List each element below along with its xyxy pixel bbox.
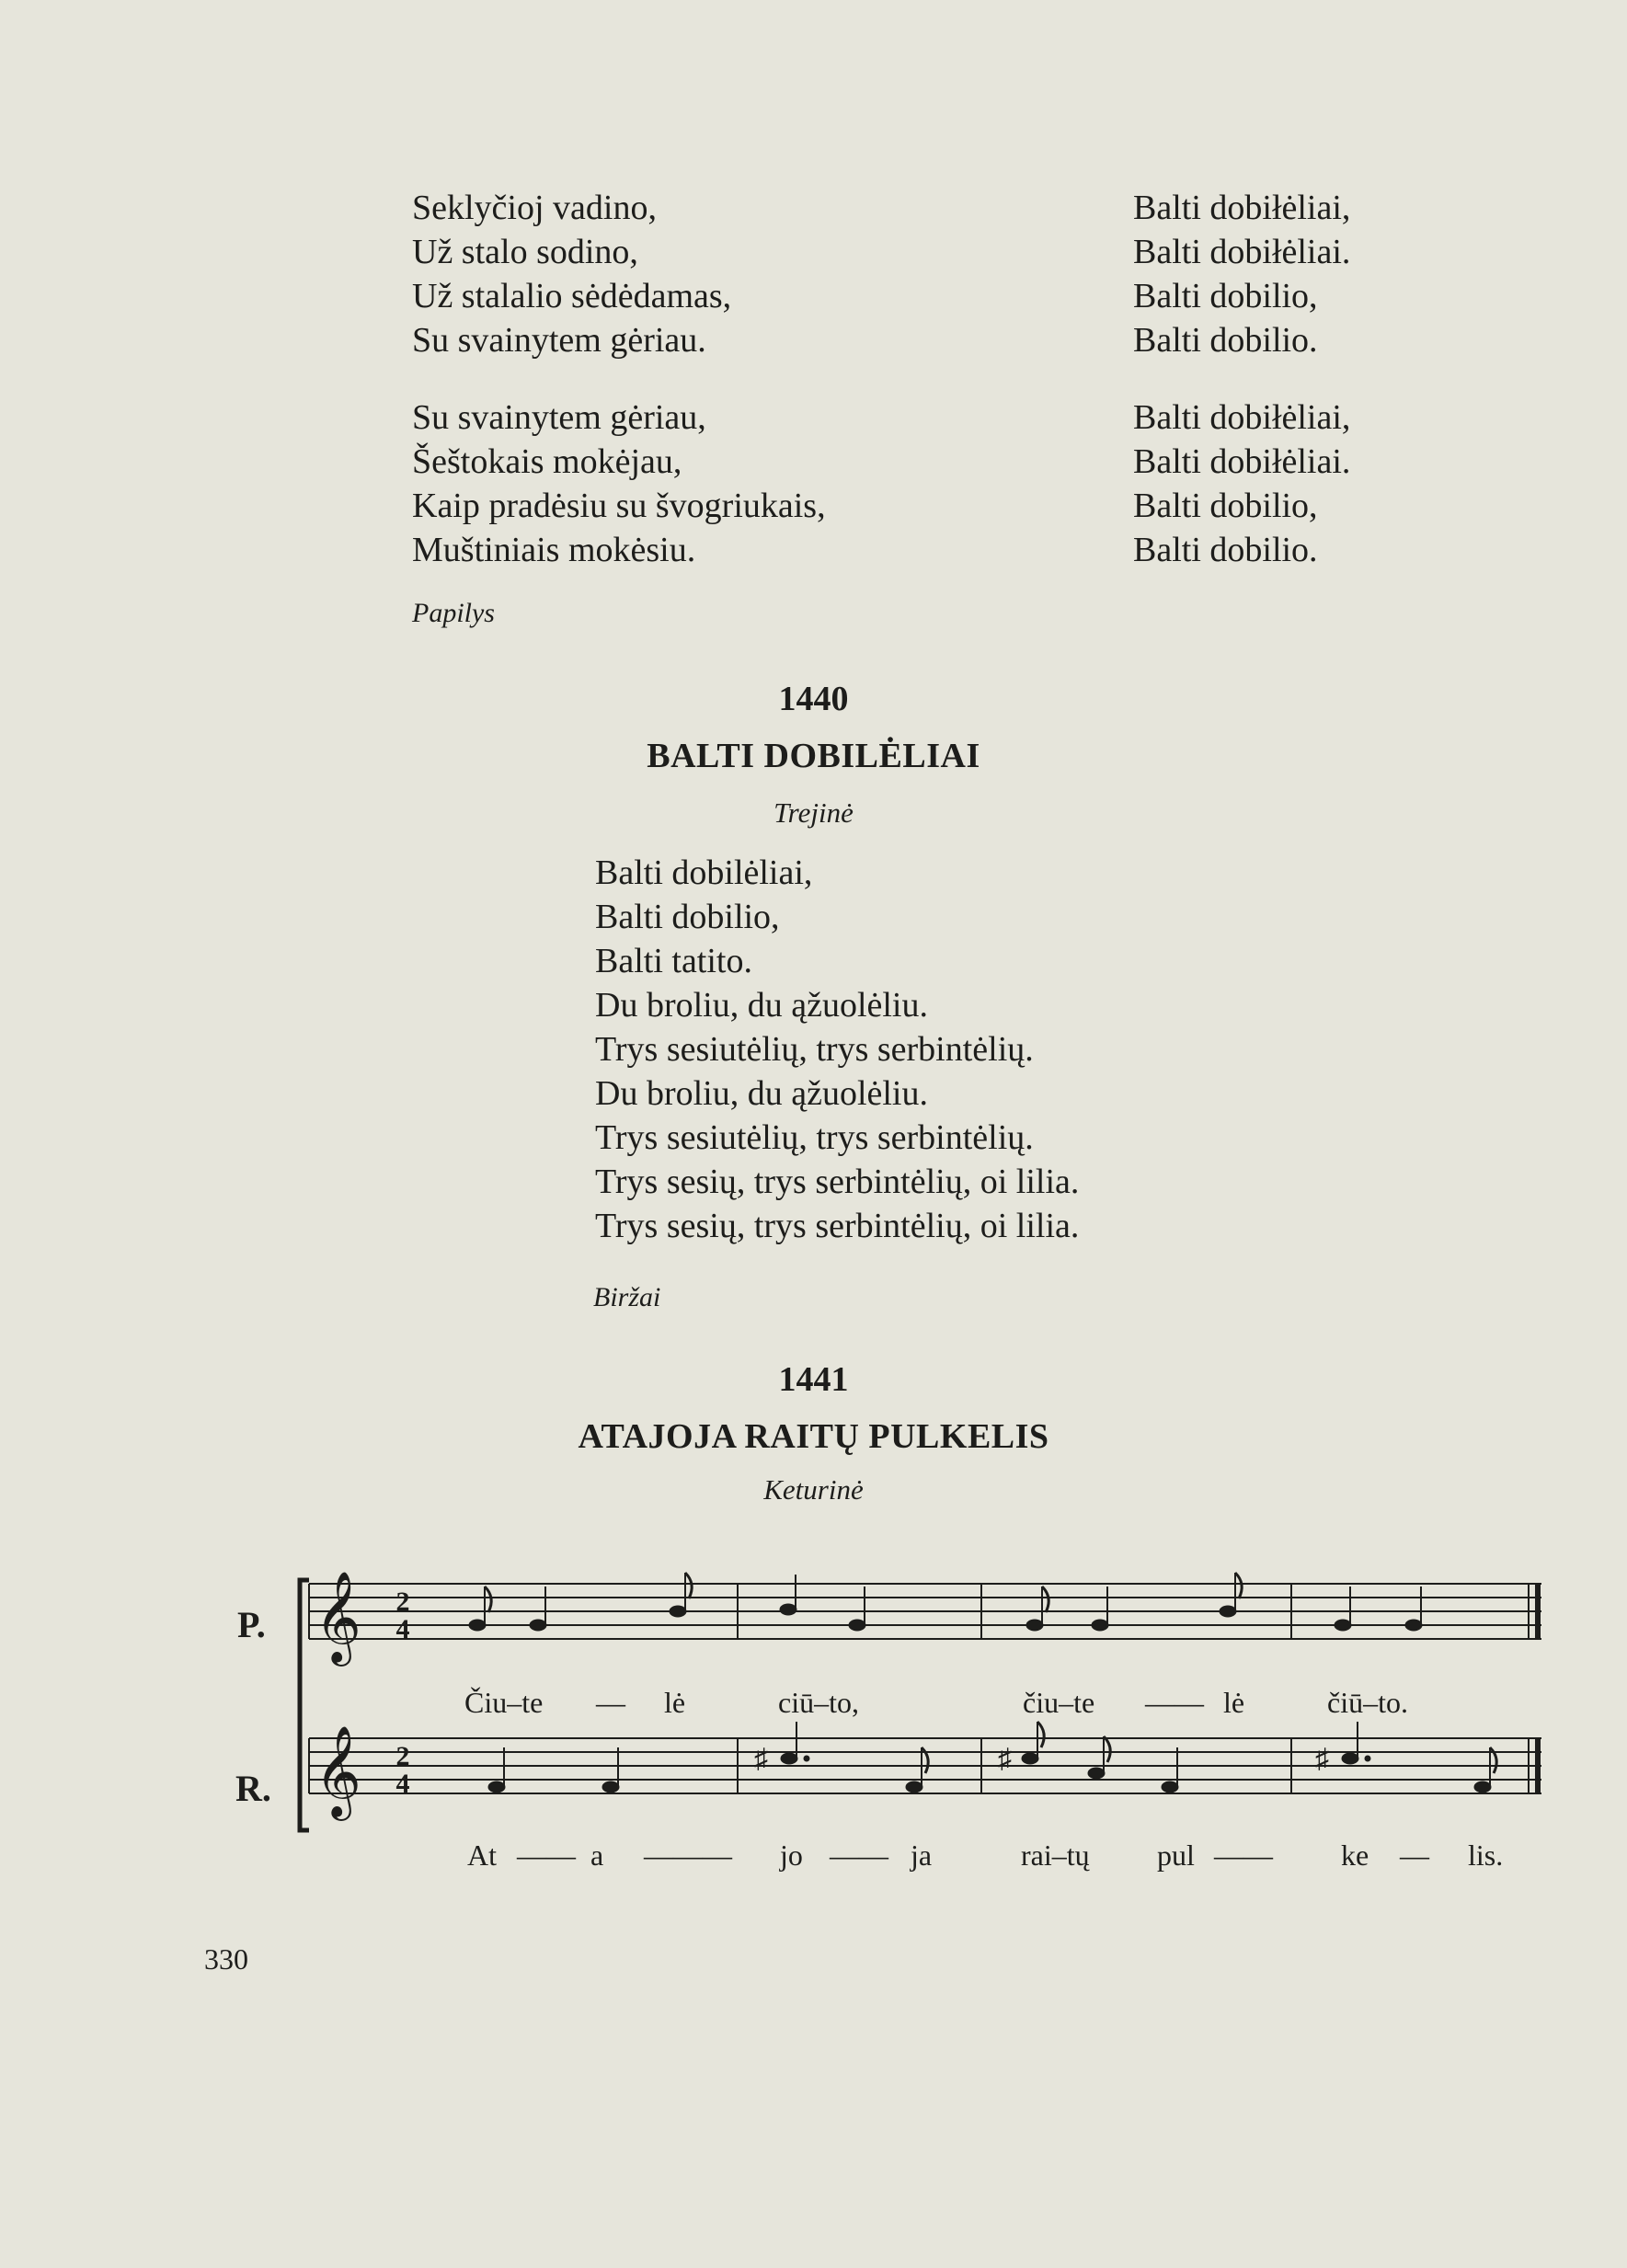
lyric: ciū–to, [778,1686,859,1719]
note [1474,1781,1491,1793]
upper-staff [309,1584,1541,1639]
song-title-1441: ATAJOJA RAITŲ PULKELIS [578,1417,1049,1456]
time-signature-top: 2 [395,1586,410,1617]
sharp-icon: ♯ [998,1744,1012,1774]
song-number-1441: 1441 [778,1360,849,1399]
song-line: Trys sesių, trys serbintėlių, oi lilia. [595,1163,1080,1201]
lyric: ja [911,1838,933,1872]
song-line: Du broliu, du ąžuolėliu. [595,986,928,1025]
note [1022,1753,1038,1764]
note [1342,1753,1358,1764]
song-form-1441: Keturinė [763,1473,864,1506]
refrain-line: Balti dobiłėliai, [1133,189,1351,227]
place-birzai: Biržai [593,1282,661,1312]
note [670,1606,686,1617]
song-title-1440: BALTI DOBILĖLIAI [647,737,980,775]
lyric: a [590,1838,604,1872]
sharp-icon: ♯ [1315,1744,1329,1774]
sharp-icon: ♯ [754,1744,768,1774]
note [1335,1620,1351,1631]
upper-notes [469,1573,1422,1631]
lyric: —— [1145,1686,1204,1719]
note [530,1620,546,1631]
note [1026,1620,1043,1631]
note [906,1781,922,1793]
note [849,1620,865,1631]
stanza-line: Už stalo sodino, [412,233,638,271]
lyric: — [1400,1838,1429,1872]
note [602,1781,619,1793]
song-line: Trys sesiutėlių, trys serbintėlių. [595,1030,1034,1069]
refrain-line: Balti dobilio. [1133,321,1318,360]
stanza-line: Su svainytem gėriau, [412,398,706,437]
lyric: —— [830,1838,888,1872]
lyric: At [467,1838,497,1872]
time-signature-bottom: 4 [395,1614,410,1644]
lyric: lė [1223,1686,1245,1719]
note [1088,1768,1105,1779]
note [1162,1781,1178,1793]
song-line: Balti dobilėliai, [595,853,813,892]
lyric: čiu–te [1023,1686,1095,1719]
note [1405,1620,1422,1631]
time-signature-top: 2 [395,1741,410,1771]
time-signature-bottom: 4 [395,1769,410,1799]
refrain-line: Balti dobilio, [1133,277,1318,315]
stanza-line: Už stalalio sėdėdamas, [412,277,732,315]
lyric: rai–tų [1021,1838,1090,1872]
lyric: —— [1214,1838,1273,1872]
upper-lyrics [464,1686,1408,1719]
refrain-line: Balti dobiłėliai. [1133,442,1351,481]
song-line: Balti tatito. [595,942,752,980]
note [1220,1606,1236,1617]
upper-staff-label: P. [237,1604,266,1645]
treble-clef-icon: 𝄞 [315,1573,361,1661]
song-form-1440: Trejinė [773,796,854,829]
dot [804,1756,809,1761]
song-number-1440: 1440 [778,680,849,718]
lyric: lė [664,1686,686,1719]
page-number: 330 [204,1942,248,1976]
lower-notes [488,1722,1496,1793]
stanza-line: Seklyčioj vadino, [412,189,657,227]
stanza-line: Šeštokais mokėjau, [412,442,682,481]
note [469,1620,486,1631]
song-line: Trys sesiutėlių, trys serbintėlių. [595,1118,1034,1157]
note [488,1781,505,1793]
lower-lyrics [467,1838,1503,1872]
stanza-line: Muštiniais mokėsiu. [412,531,696,569]
note [1092,1620,1108,1631]
song-line: Du broliu, du ąžuolėliu. [595,1074,928,1113]
song-line: Trys sesių, trys serbintėlių, oi lilia. [595,1207,1080,1245]
place-papilys: Papilys [412,598,495,628]
system-bracket [300,1580,309,1830]
lyric: čiū–to. [1327,1686,1408,1719]
lyric: ke [1341,1838,1369,1872]
dot [1365,1756,1370,1761]
song-line: Balti dobilio, [595,898,780,936]
lyric: Čiu–te [464,1686,544,1719]
refrain-line: Balti dobiłėliai. [1133,233,1351,271]
refrain-line: Balti dobilio, [1133,487,1318,525]
stanza-line: Su svainytem gėriau. [412,321,706,360]
lyric: ——— [644,1838,732,1872]
note [780,1604,796,1615]
note [781,1753,797,1764]
refrain-line: Balti dobilio. [1133,531,1318,569]
lyric: lis. [1468,1838,1504,1872]
lyric: pul [1157,1838,1195,1872]
lyric: — [596,1686,625,1719]
lyric: —— [517,1838,576,1872]
refrain-line: Balti dobiłėliai, [1133,398,1351,437]
lyric: jo [780,1838,803,1872]
lower-staff-label: R. [235,1768,271,1809]
treble-clef-icon: 𝄞 [315,1727,361,1816]
stanza-line: Kaip pradėsiu su švogriukais, [412,487,826,525]
